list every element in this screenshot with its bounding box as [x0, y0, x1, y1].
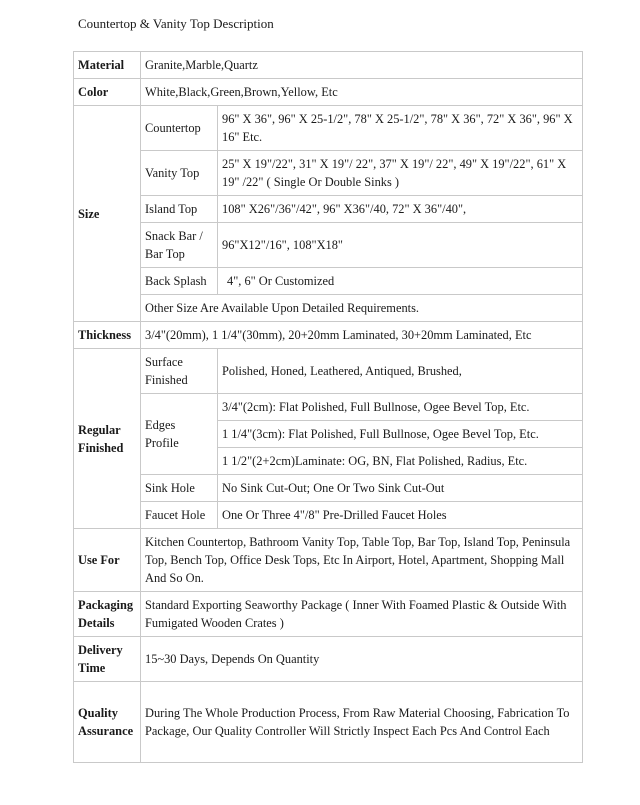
sink-hole-value: No Sink Cut-Out; One Or Two Sink Cut-Out: [218, 475, 583, 502]
table-row: [74, 592, 583, 637]
regular-finished-line2: Finished: [78, 440, 124, 455]
edge-profile-laminate: 1 1/2"(2+2cm)Laminate: OG, BN, Flat Polished, Radius, Etc.: [218, 448, 583, 475]
edge-profile-3cm: 1 1/4"(3cm): Flat Polished, Full Bullnose, Ogee Bevel Top, Etc.: [218, 421, 583, 448]
row-header-regular-finished: [74, 349, 141, 529]
row-header-size: Size: [74, 106, 141, 322]
quality-label-line1: Quality: [78, 706, 118, 720]
color-value: White,Black,Green,Brown,Yellow, Etc: [141, 79, 583, 106]
surface-finished-value: Polished, Honed, Leathered, Antiqued, Brushed,: [218, 349, 583, 394]
material-value: Granite,Marble,Quartz: [141, 52, 583, 79]
sub-header-back-splash: Back Splash: [141, 268, 218, 295]
table-row: [74, 502, 583, 529]
table-row: [74, 196, 583, 223]
table-row: [74, 295, 583, 322]
spec-table: [73, 51, 583, 763]
quality-text-line2: Package, Our Quality Controller Will Strictly Inspect Each Pcs And Control Each: [145, 724, 550, 738]
snack-bar-label-line1: Snack Bar /: [145, 229, 203, 243]
sub-header-countertop: Countertop: [141, 106, 218, 151]
edge-profile-2cm: 3/4"(2cm): Flat Polished, Full Bullnose, Ogee Bevel Top, Etc.: [218, 394, 583, 421]
row-header-packaging: [74, 592, 141, 637]
quality-text-line1: During The Whole Production Process, From Raw Material Choosing, Fabrication To: [145, 706, 570, 720]
sub-header-snack-bar: [141, 223, 218, 268]
island-top-sizes: 108" X26"/36"/42", 96" X36"/40, 72" X 36"/40",: [218, 196, 583, 223]
back-splash-sizes: 4", 6" Or Customized: [218, 268, 583, 295]
packaging-value: Standard Exporting Seaworthy Package ( Inner With Foamed Plastic & Outside With Fumigated Wooden Crates ): [141, 592, 583, 637]
thickness-value: 3/4"(20mm), 1 1/4"(30mm), 20+20mm Laminated, 30+20mm Laminated, Etc: [141, 322, 583, 349]
surface-label-line1: Surface: [145, 355, 183, 369]
packaging-label-line2: Details: [78, 616, 115, 630]
table-row: [74, 268, 583, 295]
sub-header-faucet-hole: Faucet Hole: [141, 502, 218, 529]
packaging-label-line1: Packaging: [78, 598, 134, 612]
row-header-material: Material: [74, 52, 141, 79]
table-row: [74, 223, 583, 268]
other-size-note: Other Size Are Available Upon Detailed Requirements.: [141, 295, 583, 322]
row-header-use-for: Use For: [74, 529, 141, 592]
sub-header-sink-hole: Sink Hole: [141, 475, 218, 502]
table-row: [74, 682, 583, 763]
faucet-hole-value: One Or Three 4"/8" Pre-Drilled Faucet Holes: [218, 502, 583, 529]
delivery-value: 15~30 Days, Depends On Quantity: [141, 637, 583, 682]
quality-label-line2: Assurance: [78, 724, 134, 738]
edges-label-line2: Profile: [145, 436, 179, 450]
table-row: [74, 106, 583, 151]
use-for-value: Kitchen Countertop, Bathroom Vanity Top, Table Top, Bar Top, Island Top, Peninsula Top, Bench Top, Office Desk Tops, Etc In Airport, Hotel, Apartment, Shopping Mall And So On.: [141, 529, 583, 592]
table-row: [74, 394, 583, 421]
table-row: [74, 349, 583, 394]
regular-finished-line1: Regular: [78, 422, 121, 437]
row-header-thickness: Thickness: [74, 322, 141, 349]
sub-header-surface-finished: [141, 349, 218, 394]
snack-bar-sizes: 96"X12"/16", 108"X18": [218, 223, 583, 268]
table-row: [74, 79, 583, 106]
sub-header-vanity-top: Vanity Top: [141, 151, 218, 196]
table-row: [74, 475, 583, 502]
row-header-delivery: [74, 637, 141, 682]
countertop-sizes: 96" X 36", 96" X 25-1/2", 78" X 25-1/2", 78" X 36", 72" X 36", 96" X 16" Etc.: [218, 106, 583, 151]
sub-header-edges-profile: [141, 394, 218, 475]
vanity-top-sizes: 25" X 19"/22", 31" X 19"/ 22", 37" X 19"/ 22", 49" X 19"/22", 61" X 19" /22" ( Single Or Double Sinks ): [218, 151, 583, 196]
row-header-color: Color: [74, 79, 141, 106]
delivery-label-line1: Delivery: [78, 643, 123, 657]
surface-label-line2: Finished: [145, 373, 188, 387]
table-row: [74, 529, 583, 592]
page-title: Countertop & Vanity Top Description: [78, 16, 274, 31]
quality-value: [141, 682, 583, 763]
table-row: [74, 52, 583, 79]
row-header-quality: [74, 682, 141, 763]
snack-bar-label-line2: Bar Top: [145, 247, 185, 261]
sub-header-island-top: Island Top: [141, 196, 218, 223]
edges-label-line1: Edges: [145, 418, 176, 432]
table-row: [74, 637, 583, 682]
table-row: [74, 151, 583, 196]
table-row: [74, 322, 583, 349]
delivery-label-line2: Time: [78, 661, 106, 675]
